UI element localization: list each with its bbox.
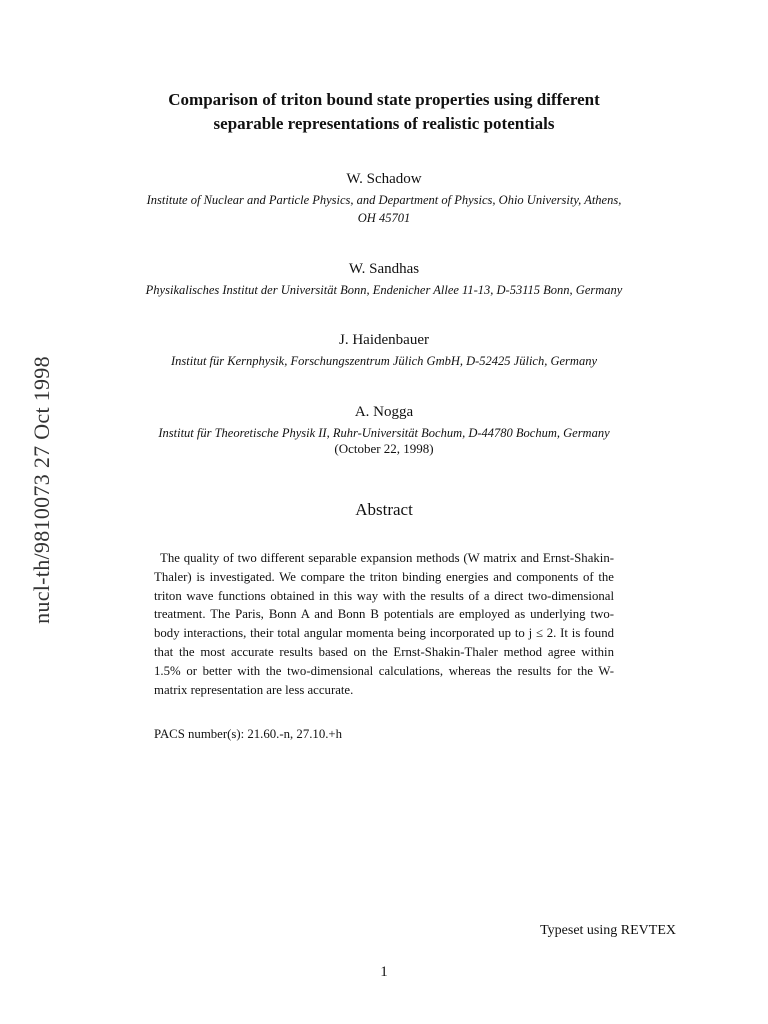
author-name-sandhas: W. Sandhas	[348, 261, 420, 277]
abstract-heading: Abstract	[355, 500, 413, 519]
typeset-note: Typeset using REVTEX	[540, 923, 676, 938]
paper-date: (October 22, 1998)	[334, 441, 434, 456]
title-line-1: Comparison of triton bound state properties using different	[168, 90, 600, 109]
author-name-schadow: W. Schadow	[346, 171, 422, 187]
author-name-nogga: A. Nogga	[354, 404, 414, 420]
abstract-text: The quality of two different separable expansion methods (W matrix and Ernst-Shakin-Thaler) is investigated. We compare the triton binding energies and components of the triton wave functions obtained in this way with the results of a direct two-dimensional treatment. The Paris, Bonn A and Bonn B potentials are employed as underlying two-body interactions, their total angular momenta being incorporated up to j ≤ 2. It is found that the most accurate results based on the Ernst-Shakin-Thaler method agree within 1.5% or better with the two-dimensional calculations, whereas the results for the W-matrix representation are less accurate.	[154, 551, 614, 697]
paper-title	[80, 88, 688, 136]
page-number: 1	[380, 964, 388, 980]
author-affiliation-nogga: Institut für Theoretische Physik II, Ruhr-Universität Bochum, D-44780 Bochum, Germany	[158, 426, 610, 440]
affiliation-line-1: Institute of Nuclear and Particle Physics, and Department of Physics, Ohio University, Athens,	[146, 193, 622, 207]
author-affiliation-schadow	[90, 191, 678, 227]
title-line-2: separable representations of realistic potentials	[213, 114, 555, 133]
arxiv-identifier-sidebar: nucl-th/9810073 27 Oct 1998	[29, 356, 54, 624]
pacs-numbers: PACS number(s): 21.60.-n, 27.10.+h	[154, 727, 343, 741]
author-affiliation-haidenbauer: Institut für Kernphysik, Forschungszentrum Jülich GmbH, D-52425 Jülich, Germany	[171, 354, 597, 368]
author-name-haidenbauer: J. Haidenbauer	[339, 332, 429, 348]
author-affiliation-sandhas: Physikalisches Institut der Universität Bonn, Endenicher Allee 11-13, D-53115 Bonn, Germany	[145, 283, 623, 297]
affiliation-line-2: OH 45701	[357, 211, 411, 225]
abstract-body	[154, 549, 614, 699]
